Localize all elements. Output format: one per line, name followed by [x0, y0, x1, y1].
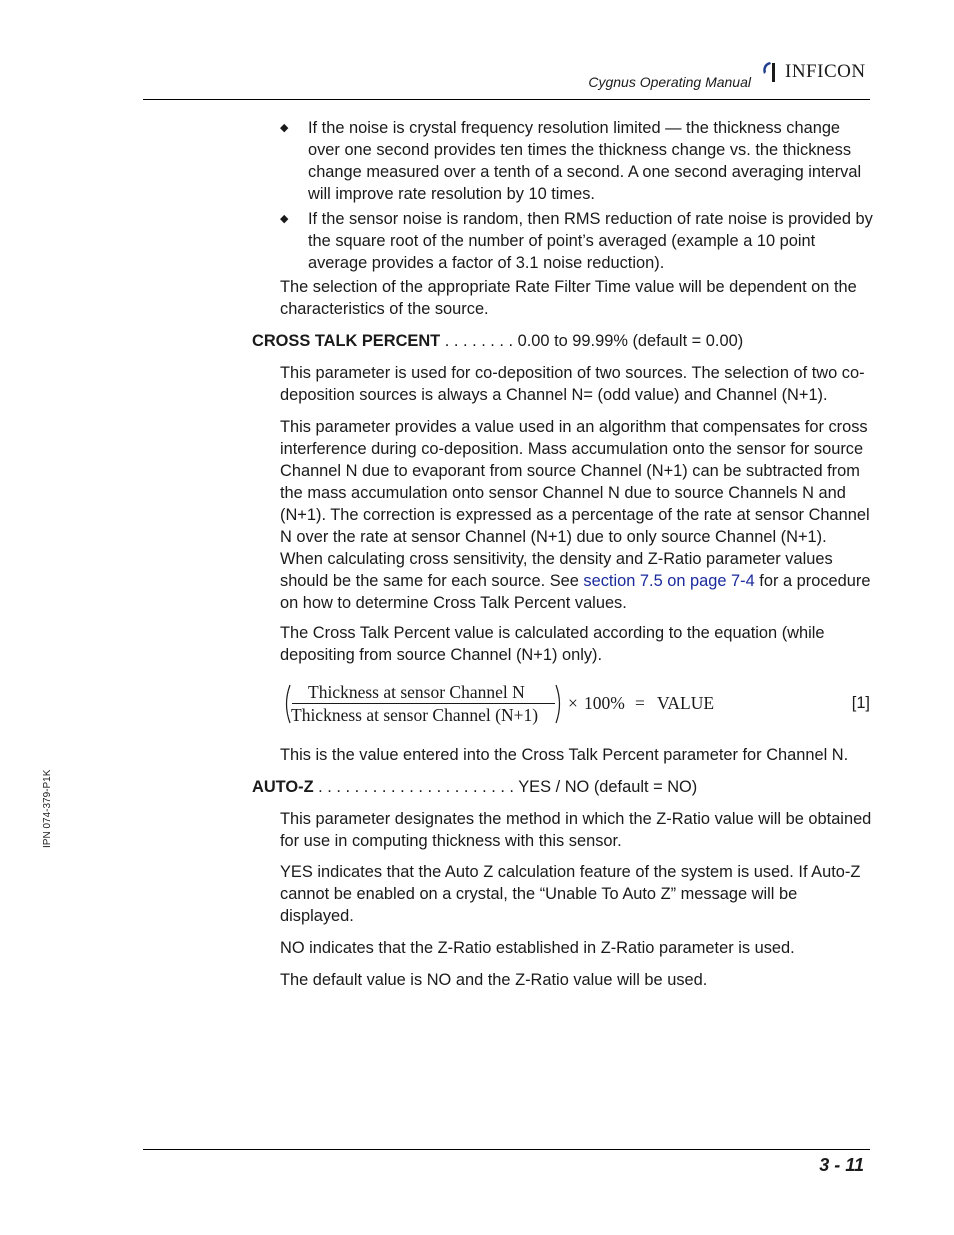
- auto-z-paragraph-4: The default value is NO and the Z-Ratio value will be used.: [280, 971, 708, 989]
- dot-leader: . . . . . . . . . . . . . . . . . . . . . .: [313, 778, 519, 796]
- cross-talk-paragraph-2: [280, 416, 874, 614]
- cross-talk-equation: [282, 681, 872, 727]
- equation-denominator: Thickness at sensor Channel (N+1): [291, 705, 539, 725]
- bullet-marker: ◆: [280, 213, 289, 225]
- fraction-bar: [292, 703, 555, 704]
- times-sign: ×: [568, 693, 578, 713]
- footer-rule: [143, 1149, 870, 1150]
- cross-talk-parameter-heading: [252, 330, 872, 352]
- equation-factor: 100%: [584, 693, 625, 713]
- inficon-logo: [761, 60, 873, 84]
- bullet-marker: ◆: [280, 122, 289, 134]
- page-number: 3 - 11: [819, 1155, 864, 1175]
- bullet-item: If the noise is crystal frequency resolution limited — the thickness change over one second provides ten times the thickness change vs. the thickness change measured over a tenth of a second. A one second averaging interval will improve rate resolution by 10 times.: [308, 119, 862, 203]
- bullet-item: If the sensor noise is random, then RMS reduction of rate noise is provided by the square root of the number of point’s averaged (example a 10 point average provides a factor of 3.1 noise reduction).: [308, 210, 873, 272]
- logo-wordmark: INFICON: [785, 61, 866, 82]
- equation-number: [1]: [851, 694, 870, 712]
- cross-talk-paragraph-3: The Cross Talk Percent value is calculated according to the equation (while depositing from source Channel (N+1) only).: [280, 624, 825, 664]
- section-7-5-link[interactable]: section 7.5 on page 7-4: [583, 572, 755, 590]
- dot-leader: . . . . . . . .: [440, 332, 518, 350]
- header-rule: [143, 99, 870, 100]
- right-paren-icon: [554, 684, 564, 724]
- parameter-range: 0.00 to 99.99% (default = 0.00): [517, 332, 744, 350]
- paragraph-text: This parameter provides a value used in an algorithm that compensates for cross interference during co-deposition. Mass accumulation onto the sensor for source Channel N due to evaporant from source Channel (N+1) can be subtracted from the mass accumulation onto sensor Channel N due to source Channels N and (N+1). The correction is expressed as a percentage of the rate at sensor Channel N over the rate at sensor Channel (N+1) due to only source Channel (N+1). When calculating cross sensitivity, the density and Z-Ratio parameter values should be the same for each source. See: [280, 418, 870, 590]
- rate-filter-paragraph: The selection of the appropriate Rate Filter Time value will be dependent on the characteristics of the source.: [280, 278, 857, 318]
- equation-numerator: Thickness at sensor Channel N: [308, 682, 525, 702]
- equals-sign: =: [635, 693, 645, 713]
- parameter-name: AUTO-Z: [252, 778, 314, 796]
- inficon-logo-icon: [761, 60, 781, 84]
- auto-z-paragraph-2: YES indicates that the Auto Z calculation feature of the system is used. If Auto-Z cannot be enabled on a crystal, the “Unable To Auto Z” message will be displayed.: [280, 863, 861, 925]
- paragraph-text: for a procedure on how to determine Cross Talk Percent values.: [280, 572, 871, 612]
- cross-talk-paragraph-1: This parameter is used for co-deposition of two sources. The selection of two co-deposition sources is always a Channel N= (odd value) and Channel (N+1).: [280, 364, 865, 404]
- auto-z-paragraph-1: This parameter designates the method in which the Z-Ratio value will be obtained for use in computing thickness with this sensor.: [280, 810, 872, 850]
- auto-z-parameter-heading: [252, 776, 872, 798]
- parameter-range: YES / NO (default = NO): [518, 778, 698, 796]
- parameter-name: CROSS TALK PERCENT: [252, 332, 441, 350]
- ipn-side-label: IPN 074-379-P1K: [42, 769, 53, 848]
- auto-z-paragraph-3: NO indicates that the Z-Ratio established in Z-Ratio parameter is used.: [280, 939, 795, 957]
- cross-talk-paragraph-4: This is the value entered into the Cross Talk Percent parameter for Channel N.: [280, 746, 849, 764]
- equation-result: VALUE: [657, 693, 715, 713]
- header-title: Cygnus Operating Manual: [588, 74, 751, 90]
